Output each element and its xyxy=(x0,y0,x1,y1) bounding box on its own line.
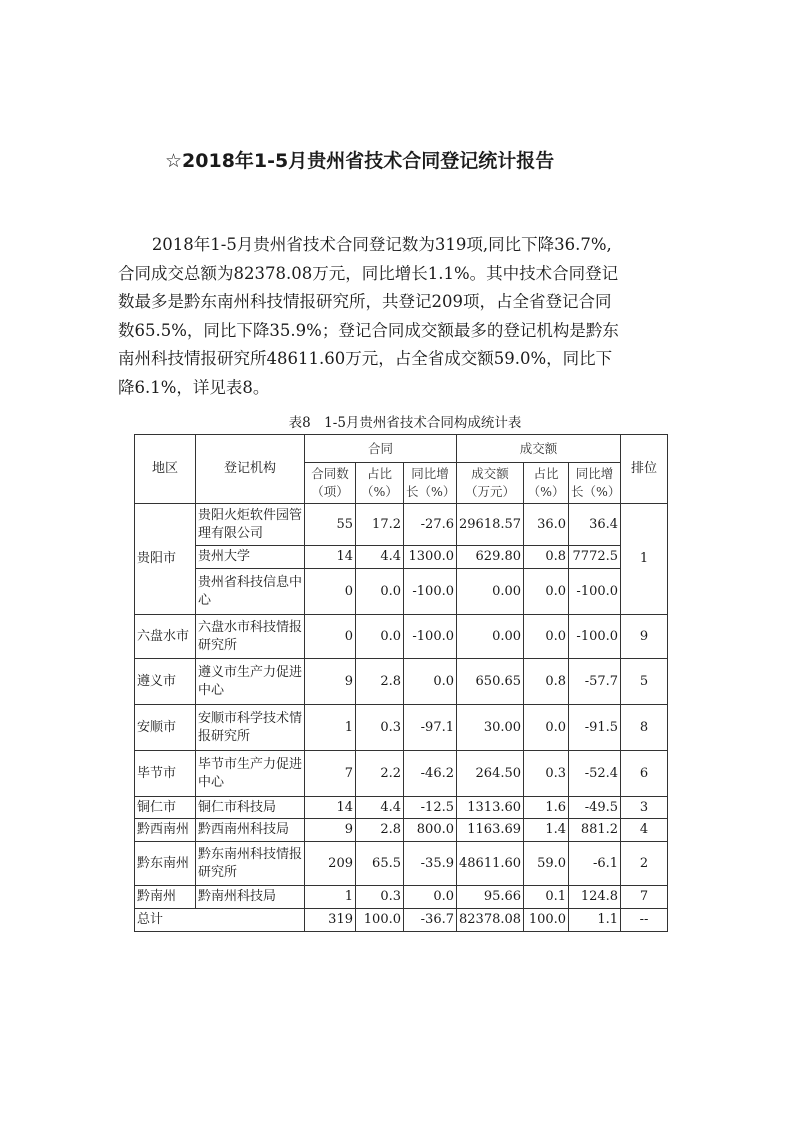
cell-share: 0.0 xyxy=(356,569,404,615)
cell-share: 4.4 xyxy=(356,797,404,819)
table-row xyxy=(135,797,668,819)
cell-region: 贵阳市 xyxy=(135,504,196,615)
cell-amount-yoy: 881.2 xyxy=(569,819,621,842)
cell-count: 14 xyxy=(305,546,356,569)
cell-region: 黔东南州 xyxy=(135,842,196,886)
cell-count: 7 xyxy=(305,751,356,797)
cell-yoy: -35.9 xyxy=(404,842,457,886)
cell-share: 2.8 xyxy=(356,659,404,705)
cell-amount-yoy: -57.7 xyxy=(569,659,621,705)
paragraph-line: 数最多是黔东南州科技情报研究所，共登记209项，占全省登记合同 xyxy=(118,292,612,311)
cell-share: 100.0 xyxy=(356,909,404,932)
header-region: 地区 xyxy=(135,435,196,504)
cell-amount-share: 0.3 xyxy=(524,751,569,797)
paragraph-line: 2018年1-5月贵州省技术合同登记数为319项,同比下降36.7%, xyxy=(151,235,612,254)
cell-yoy: -97.1 xyxy=(404,705,457,751)
header-contract-yoy: 同比增长（%） xyxy=(404,463,457,504)
cell-amount: 48611.60 xyxy=(457,842,524,886)
cell-share: 2.2 xyxy=(356,751,404,797)
table-row xyxy=(135,751,668,797)
cell-amount-yoy: 36.4 xyxy=(569,504,621,546)
cell-amount: 30.00 xyxy=(457,705,524,751)
cell-region: 黔西南州 xyxy=(135,819,196,842)
cell-amount: 1313.60 xyxy=(457,797,524,819)
header-rank: 排位 xyxy=(621,435,668,504)
cell-institution: 黔东南州科技情报研究所 xyxy=(196,842,305,886)
cell-amount-yoy: 7772.5 xyxy=(569,546,621,569)
cell-rank: 8 xyxy=(621,705,668,751)
cell-rank: 2 xyxy=(621,842,668,886)
cell-amount-share: 0.8 xyxy=(524,659,569,705)
cell-count: 0 xyxy=(305,615,356,659)
cell-institution: 六盘水市科技情报研究所 xyxy=(196,615,305,659)
header-amount-yoy: 同比增长（%） xyxy=(569,463,621,504)
header-institution: 登记机构 xyxy=(196,435,305,504)
cell-yoy: -12.5 xyxy=(404,797,457,819)
cell-amount: 0.00 xyxy=(457,615,524,659)
cell-amount-share: 0.0 xyxy=(524,615,569,659)
table-row xyxy=(135,569,668,615)
cell-amount-share: 0.0 xyxy=(524,569,569,615)
table-row xyxy=(135,659,668,705)
cell-region: 六盘水市 xyxy=(135,615,196,659)
cell-count: 9 xyxy=(305,659,356,705)
document-title: ☆2018年1-5月贵州省技术合同登记统计报告 xyxy=(165,150,555,172)
cell-amount-yoy: -49.5 xyxy=(569,797,621,819)
cell-count: 319 xyxy=(305,909,356,932)
cell-institution: 遵义市生产力促进中心 xyxy=(196,659,305,705)
cell-institution: 贵州大学 xyxy=(196,546,305,569)
cell-institution: 黔西南州科技局 xyxy=(196,819,305,842)
cell-share: 0.3 xyxy=(356,886,404,909)
contract-stats-table xyxy=(134,434,668,932)
cell-yoy: 1300.0 xyxy=(404,546,457,569)
cell-count: 0 xyxy=(305,569,356,615)
cell-amount: 29618.57 xyxy=(457,504,524,546)
cell-amount-share: 1.4 xyxy=(524,819,569,842)
cell-count: 55 xyxy=(305,504,356,546)
cell-amount-share: 0.8 xyxy=(524,546,569,569)
cell-yoy: -27.6 xyxy=(404,504,457,546)
cell-institution: 贵州省科技信息中心 xyxy=(196,569,305,615)
cell-amount-yoy: 1.1 xyxy=(569,909,621,932)
cell-amount-share: 0.1 xyxy=(524,886,569,909)
table-row-total xyxy=(135,909,668,932)
header-contract-share: 占比（%） xyxy=(356,463,404,504)
cell-amount: 1163.69 xyxy=(457,819,524,842)
cell-institution: 毕节市生产力促进中心 xyxy=(196,751,305,797)
table-row xyxy=(135,546,668,569)
cell-yoy: -100.0 xyxy=(404,615,457,659)
cell-amount: 95.66 xyxy=(457,886,524,909)
cell-share: 2.8 xyxy=(356,819,404,842)
paragraph-line: 数65.5%，同比下降35.9%；登记合同成交额最多的登记机构是黔东 xyxy=(118,320,619,340)
cell-region: 铜仁市 xyxy=(135,797,196,819)
table-row xyxy=(135,842,668,886)
cell-amount-yoy: -91.5 xyxy=(569,705,621,751)
table-row xyxy=(135,886,668,909)
cell-yoy: -46.2 xyxy=(404,751,457,797)
header-group-amount: 成交额 xyxy=(457,435,621,463)
header-contract-count: 合同数（项） xyxy=(305,463,356,504)
cell-share: 65.5 xyxy=(356,842,404,886)
table-caption: 表8 1-5月贵州省技术合同构成统计表 xyxy=(288,415,522,431)
cell-share: 17.2 xyxy=(356,504,404,546)
cell-region: 毕节市 xyxy=(135,751,196,797)
cell-institution: 黔南州科技局 xyxy=(196,886,305,909)
table-row xyxy=(135,819,668,842)
cell-count: 14 xyxy=(305,797,356,819)
cell-yoy: 800.0 xyxy=(404,819,457,842)
cell-yoy: 0.0 xyxy=(404,659,457,705)
cell-amount-yoy: -52.4 xyxy=(569,751,621,797)
cell-share: 4.4 xyxy=(356,546,404,569)
cell-amount-share: 0.0 xyxy=(524,705,569,751)
cell-rank: 5 xyxy=(621,659,668,705)
table-row xyxy=(135,615,668,659)
cell-region: 安顺市 xyxy=(135,705,196,751)
cell-region: 遵义市 xyxy=(135,659,196,705)
cell-yoy: -100.0 xyxy=(404,569,457,615)
cell-institution: 安顺市科学技术情报研究所 xyxy=(196,705,305,751)
cell-count: 9 xyxy=(305,819,356,842)
cell-rank: 9 xyxy=(621,615,668,659)
cell-amount-share: 1.6 xyxy=(524,797,569,819)
header-group-contract: 合同 xyxy=(305,435,457,463)
header-amount-share: 占比（%） xyxy=(524,463,569,504)
cell-amount: 650.65 xyxy=(457,659,524,705)
cell-amount-yoy: -100.0 xyxy=(569,615,621,659)
cell-rank: 3 xyxy=(621,797,668,819)
table-row xyxy=(135,705,668,751)
cell-amount-yoy: -6.1 xyxy=(569,842,621,886)
cell-rank: -- xyxy=(621,909,668,932)
cell-total-label: 总计 xyxy=(135,909,305,932)
cell-amount-yoy: 124.8 xyxy=(569,886,621,909)
paragraph-line: 南州科技情报研究所48611.60万元，占全省成交额59.0%，同比下 xyxy=(118,349,613,368)
cell-amount: 82378.08 xyxy=(457,909,524,932)
table-row xyxy=(135,504,668,546)
cell-rank: 1 xyxy=(621,504,668,615)
cell-amount-share: 100.0 xyxy=(524,909,569,932)
paragraph-line: 合同成交总额为82378.08万元，同比增长1.1%。其中技术合同登记 xyxy=(118,263,619,283)
cell-count: 209 xyxy=(305,842,356,886)
cell-share: 0.3 xyxy=(356,705,404,751)
cell-amount: 264.50 xyxy=(457,751,524,797)
cell-yoy: -36.7 xyxy=(404,909,457,932)
cell-region: 黔南州 xyxy=(135,886,196,909)
cell-institution: 贵阳火炬软件园管理有限公司 xyxy=(196,504,305,546)
cell-amount-yoy: -100.0 xyxy=(569,569,621,615)
cell-amount-share: 59.0 xyxy=(524,842,569,886)
cell-yoy: 0.0 xyxy=(404,886,457,909)
header-amount: 成交额（万元） xyxy=(457,463,524,504)
cell-rank: 4 xyxy=(621,819,668,842)
cell-count: 1 xyxy=(305,886,356,909)
cell-institution: 铜仁市科技局 xyxy=(196,797,305,819)
cell-amount-share: 36.0 xyxy=(524,504,569,546)
cell-share: 0.0 xyxy=(356,615,404,659)
cell-rank: 6 xyxy=(621,751,668,797)
paragraph-line: 降6.1%，详见表8。 xyxy=(118,377,270,397)
cell-amount: 0.00 xyxy=(457,569,524,615)
cell-count: 1 xyxy=(305,705,356,751)
cell-amount: 629.80 xyxy=(457,546,524,569)
cell-rank: 7 xyxy=(621,886,668,909)
summary-paragraph xyxy=(118,231,680,402)
